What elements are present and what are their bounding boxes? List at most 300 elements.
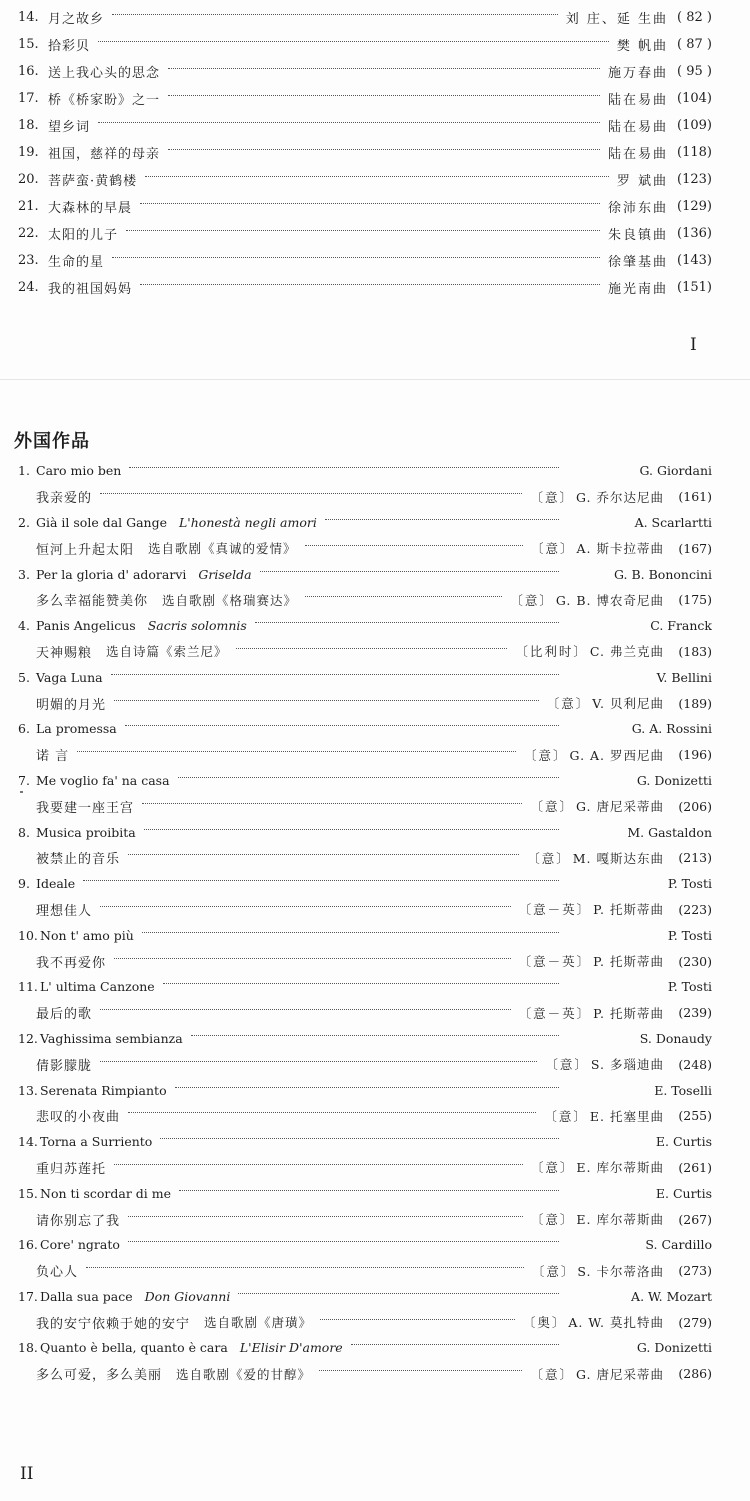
entry-chinese-source: 选自歌剧《真诚的爱情》 bbox=[148, 541, 297, 557]
entry-title: 祖国，慈祥的母亲 bbox=[48, 147, 161, 162]
entry-page: (273) bbox=[678, 1263, 712, 1279]
entry-composer: 徐肇基曲 bbox=[607, 255, 668, 270]
dot-leader bbox=[129, 467, 559, 468]
entry-chinese-line bbox=[18, 845, 712, 871]
entry-chinese-title: 最后的歌 bbox=[36, 1007, 93, 1023]
entry-nationality: 〔意－英〕 bbox=[518, 902, 592, 918]
toc-entry bbox=[18, 613, 712, 665]
entry-chinese-title: 多么幸福能赞美你 bbox=[36, 594, 149, 610]
entry-nationality: 〔意〕 bbox=[524, 747, 568, 763]
entry-chinese-line bbox=[18, 948, 712, 974]
entry-title: 菩萨蛮·黄鹤楼 bbox=[48, 174, 138, 189]
entry-page: (239) bbox=[678, 1005, 712, 1021]
entry-composer: G. Donizetti bbox=[636, 1340, 712, 1356]
entry-composer: G. B. Bononcini bbox=[613, 566, 712, 582]
entry-nationality: 〔意〕 bbox=[527, 850, 571, 866]
entry-chinese-title: 被禁止的音乐 bbox=[36, 852, 121, 868]
entry-number: 19. bbox=[18, 145, 39, 160]
entry-chinese-composer: G. 唐尼采蒂曲 bbox=[576, 799, 664, 815]
entry-chinese-composer: E. 库尔蒂斯曲 bbox=[576, 1212, 664, 1227]
toc-entry bbox=[18, 716, 712, 768]
dot-leader bbox=[128, 1112, 536, 1113]
entry-chinese-line bbox=[18, 1000, 712, 1026]
entry-chinese-composer: E. 库尔蒂斯曲 bbox=[576, 1160, 664, 1176]
entry-nationality: 〔意〕 bbox=[544, 1108, 588, 1124]
toc-entry bbox=[18, 664, 712, 716]
entry-chinese-line bbox=[18, 535, 712, 561]
dot-leader bbox=[98, 41, 609, 42]
entry-page: (286) bbox=[678, 1366, 712, 1382]
entry-chinese-source: 选自歌剧《爱的甘醇》 bbox=[176, 1366, 312, 1382]
entry-chinese-line bbox=[18, 587, 712, 613]
entry-original-line bbox=[18, 1180, 712, 1206]
dot-leader bbox=[325, 519, 559, 520]
entry-page: (136) bbox=[677, 226, 712, 241]
entry-chinese-title: 诺 言 bbox=[36, 749, 70, 765]
toc-entry bbox=[18, 1077, 712, 1129]
entry-chinese-title: 多么可爱，多么美丽 bbox=[36, 1368, 163, 1384]
dot-leader bbox=[320, 1319, 515, 1320]
page-number: I bbox=[690, 335, 697, 355]
entry-chinese-line bbox=[18, 742, 712, 768]
entry-composer: E. Curtis bbox=[655, 1185, 712, 1201]
dot-leader bbox=[163, 983, 559, 984]
dot-leader bbox=[128, 854, 519, 855]
toc-page-1 bbox=[0, 0, 750, 380]
entry-number: 7. bbox=[18, 772, 30, 788]
entry-number: 9. bbox=[18, 876, 30, 892]
entry-chinese-composer: G. B. 博农奇尼曲 bbox=[555, 592, 664, 608]
entry-title: 望乡词 bbox=[48, 120, 91, 135]
toc-entry bbox=[18, 458, 712, 510]
entry-chinese-title: 理想佳人 bbox=[36, 903, 93, 919]
page-number: II bbox=[20, 1464, 34, 1484]
entry-source-work: L'honestà negli amori bbox=[179, 514, 317, 530]
entry-composer: 刘 庄、延 生曲 bbox=[565, 12, 668, 27]
dot-leader bbox=[144, 829, 559, 830]
dot-leader bbox=[100, 1009, 511, 1010]
entry-original-line bbox=[18, 458, 712, 484]
toc-entry bbox=[18, 139, 712, 166]
entry-original-title: Caro mio ben bbox=[36, 463, 122, 479]
entry-chinese-line bbox=[18, 1309, 712, 1335]
entry-original-line bbox=[18, 871, 712, 897]
entry-original-title: Panis Angelicus bbox=[36, 618, 136, 634]
entry-original-title: Quanto è bella, quanto è cara bbox=[40, 1340, 228, 1356]
dot-leader bbox=[178, 777, 559, 778]
entry-title: 拾彩贝 bbox=[48, 39, 91, 54]
entry-chinese-title: 请你别忘了我 bbox=[36, 1213, 121, 1229]
entry-number: 15. bbox=[18, 1185, 38, 1201]
toc-entry bbox=[18, 1026, 712, 1078]
entry-original-line bbox=[18, 1129, 712, 1155]
toc-entry bbox=[18, 1232, 712, 1284]
entry-page: ( 87 ) bbox=[677, 37, 712, 52]
toc-entry bbox=[18, 247, 712, 274]
entry-chinese-composer: P. 托斯蒂曲 bbox=[593, 1005, 664, 1021]
entry-chinese-composer: A. W. 莫扎特曲 bbox=[568, 1315, 664, 1331]
dot-leader bbox=[77, 751, 516, 752]
entry-number: 14. bbox=[18, 10, 39, 25]
toc-entry bbox=[18, 510, 712, 562]
entry-chinese-source: 选自歌剧《格瑞赛达》 bbox=[162, 592, 298, 608]
dot-leader bbox=[168, 68, 600, 69]
dot-leader bbox=[260, 571, 559, 572]
entry-title: 我的祖国妈妈 bbox=[48, 282, 133, 297]
entry-source-work: Don Giovanni bbox=[144, 1288, 231, 1304]
entry-composer: P. Tosti bbox=[667, 927, 712, 943]
entry-composer: P. Tosti bbox=[667, 876, 712, 892]
toc-entry bbox=[18, 1335, 712, 1387]
entry-chinese-title: 我不再爱你 bbox=[36, 955, 107, 971]
toc-entry bbox=[18, 4, 712, 31]
entry-composer: 施万春曲 bbox=[607, 66, 668, 81]
entry-chinese-composer: S. 多瑙迪曲 bbox=[590, 1057, 664, 1073]
entry-number: 16. bbox=[18, 1237, 38, 1253]
dot-leader bbox=[319, 1370, 522, 1371]
entry-chinese-line bbox=[18, 1206, 712, 1232]
entry-original-line bbox=[18, 1335, 712, 1361]
dot-leader bbox=[351, 1344, 559, 1345]
entry-composer: G. Donizetti bbox=[636, 772, 712, 788]
print-speck bbox=[20, 791, 23, 793]
entry-chinese-composer: G. 乔尔达尼曲 bbox=[576, 489, 664, 505]
entry-original-line bbox=[18, 1284, 712, 1310]
entry-chinese-composer: G. A. 罗西尼曲 bbox=[569, 747, 664, 763]
entry-page: (196) bbox=[678, 747, 712, 763]
entry-page: (261) bbox=[678, 1159, 712, 1175]
entry-chinese-composer: A. 斯卡拉蒂曲 bbox=[576, 541, 664, 557]
dot-leader bbox=[255, 622, 559, 623]
dot-leader bbox=[114, 700, 539, 701]
entry-original-line bbox=[18, 819, 712, 845]
toc-entry bbox=[18, 112, 712, 139]
dot-leader bbox=[191, 1035, 559, 1036]
entry-source-work: Sacris solomnis bbox=[147, 618, 247, 634]
entry-original-title: L' ultima Canzone bbox=[40, 979, 155, 995]
entry-chinese-title: 负心人 bbox=[36, 1265, 79, 1281]
entry-chinese-composer: S. 卡尔蒂洛曲 bbox=[577, 1263, 664, 1279]
toc-entry bbox=[18, 166, 712, 193]
entry-original-line bbox=[18, 974, 712, 1000]
entry-number: 16. bbox=[18, 64, 39, 79]
entry-page: (213) bbox=[678, 850, 712, 866]
entry-number: 22. bbox=[18, 226, 39, 241]
entry-number: 24. bbox=[18, 280, 39, 295]
entry-title: 生命的星 bbox=[48, 255, 105, 270]
entry-original-title: Torna a Surriento bbox=[40, 1134, 153, 1150]
entry-title: 桥《桥家盼》之一 bbox=[48, 93, 161, 108]
entry-chinese-title: 明媚的月光 bbox=[36, 697, 107, 713]
entry-original-line bbox=[18, 1232, 712, 1258]
toc-entry bbox=[18, 31, 712, 58]
dot-leader bbox=[111, 674, 559, 675]
entry-number: 21. bbox=[18, 199, 39, 214]
entry-composer: P. Tosti bbox=[667, 979, 712, 995]
toc-entry bbox=[18, 85, 712, 112]
toc-entry bbox=[18, 561, 712, 613]
entry-number: 14. bbox=[18, 1134, 38, 1150]
dot-leader bbox=[100, 906, 511, 907]
dot-leader bbox=[114, 1164, 523, 1165]
entry-number: 15. bbox=[18, 37, 39, 52]
dot-leader bbox=[98, 122, 600, 123]
dot-leader bbox=[142, 932, 559, 933]
entry-number: 17. bbox=[18, 91, 39, 106]
toc-entry bbox=[18, 871, 712, 923]
entry-chinese-title: 重归苏莲托 bbox=[36, 1161, 107, 1177]
entry-composer: E. Toselli bbox=[654, 1082, 712, 1098]
entry-original-line bbox=[18, 664, 712, 690]
entry-composer: A. Scarlartti bbox=[634, 514, 712, 530]
entry-original-line bbox=[18, 1026, 712, 1052]
toc-entry bbox=[18, 974, 712, 1026]
dot-leader bbox=[160, 1138, 559, 1139]
entry-number: 23. bbox=[18, 253, 39, 268]
entry-title: 大森林的早晨 bbox=[48, 201, 133, 216]
entry-nationality: 〔奥〕 bbox=[522, 1315, 567, 1331]
entry-page: (118) bbox=[677, 145, 712, 160]
entry-original-title: Serenata Rimpianto bbox=[40, 1082, 167, 1098]
entry-composer: C. Franck bbox=[650, 618, 712, 634]
dot-leader bbox=[175, 1087, 559, 1088]
dot-leader bbox=[83, 880, 559, 881]
toc-list-foreign bbox=[18, 458, 712, 1387]
dot-leader bbox=[128, 1216, 523, 1217]
entry-chinese-composer: P. 托斯蒂曲 bbox=[593, 954, 664, 970]
toc-entry bbox=[18, 922, 712, 974]
entry-original-title: Dalla sua pace bbox=[40, 1288, 133, 1304]
entry-number: 18. bbox=[18, 118, 39, 133]
entry-original-title: Core' ngrato bbox=[40, 1237, 120, 1253]
dot-leader bbox=[86, 1267, 524, 1268]
dot-leader bbox=[238, 1293, 559, 1294]
entry-page: (230) bbox=[678, 953, 712, 969]
entry-number: 2. bbox=[18, 514, 30, 530]
dot-leader bbox=[305, 545, 523, 546]
entry-page: ( 95 ) bbox=[677, 64, 712, 79]
entry-chinese-line bbox=[18, 1103, 712, 1129]
dot-leader bbox=[140, 203, 600, 204]
entry-source-work: L'Elisir D'amore bbox=[239, 1340, 343, 1356]
entry-original-title: Per la gloria d' adorarvi bbox=[36, 566, 187, 582]
entry-composer: A. W. Mozart bbox=[631, 1288, 712, 1304]
entry-composer: M. Gastaldon bbox=[627, 824, 712, 840]
entry-nationality: 〔意〕 bbox=[531, 541, 575, 557]
toc-list-chinese bbox=[18, 4, 712, 301]
entry-page: (151) bbox=[677, 280, 712, 295]
entry-composer: G. Giordani bbox=[639, 463, 712, 479]
toc-entry bbox=[18, 1284, 712, 1336]
entry-number: 17. bbox=[18, 1288, 38, 1304]
entry-page: (161) bbox=[678, 489, 712, 505]
entry-page: (255) bbox=[678, 1108, 712, 1124]
entry-chinese-title: 天神赐粮 bbox=[36, 645, 93, 661]
dot-leader bbox=[114, 958, 511, 959]
entry-chinese-line bbox=[18, 1155, 712, 1181]
entry-number: 11. bbox=[18, 979, 38, 995]
entry-chinese-line bbox=[18, 1258, 712, 1284]
entry-original-line bbox=[18, 768, 712, 794]
entry-number: 18. bbox=[18, 1340, 38, 1356]
entry-original-line bbox=[18, 561, 712, 587]
entry-chinese-composer: M. 嘎斯达东曲 bbox=[572, 850, 664, 866]
entry-title: 太阳的儿子 bbox=[48, 228, 119, 243]
entry-chinese-line bbox=[18, 639, 712, 665]
entry-page: (175) bbox=[678, 592, 712, 608]
entry-nationality: 〔意〕 bbox=[530, 1366, 574, 1382]
entry-original-title: Ideale bbox=[36, 876, 76, 892]
entry-original-title: Me voglio fa' na casa bbox=[36, 772, 170, 788]
entry-number: 6. bbox=[18, 721, 30, 737]
entry-number: 1. bbox=[18, 463, 30, 479]
toc-entry bbox=[18, 220, 712, 247]
dot-leader bbox=[112, 257, 600, 258]
entry-original-title: Già il sole dal Gange bbox=[36, 514, 167, 530]
entry-number: 13. bbox=[18, 1082, 38, 1098]
entry-original-title: Non t' amo più bbox=[40, 927, 134, 943]
entry-chinese-composer: P. 托斯蒂曲 bbox=[593, 902, 664, 918]
entry-page: (189) bbox=[678, 695, 712, 711]
entry-chinese-composer: V. 贝利尼曲 bbox=[592, 696, 664, 712]
entry-composer: S. Donaudy bbox=[639, 1030, 712, 1046]
entry-nationality: 〔意〕 bbox=[530, 1160, 575, 1176]
entry-original-line bbox=[18, 510, 712, 536]
toc-entry bbox=[18, 768, 712, 820]
entry-page: (104) bbox=[677, 91, 712, 106]
entry-nationality: 〔意－英〕 bbox=[518, 1005, 592, 1021]
entry-page: ( 82 ) bbox=[677, 10, 712, 25]
entry-original-line bbox=[18, 922, 712, 948]
entry-page: (248) bbox=[678, 1056, 712, 1072]
entry-number: 4. bbox=[18, 618, 30, 634]
entry-original-title: La promessa bbox=[36, 721, 117, 737]
dot-leader bbox=[100, 1061, 537, 1062]
toc-page-2 bbox=[0, 380, 750, 1501]
entry-composer: V. Bellini bbox=[656, 669, 712, 685]
entry-chinese-source: 选自歌剧《唐璜》 bbox=[204, 1315, 313, 1331]
entry-page: (223) bbox=[678, 901, 712, 917]
entry-number: 20. bbox=[18, 172, 39, 187]
entry-nationality: 〔意〕 bbox=[530, 489, 574, 505]
toc-entry bbox=[18, 819, 712, 871]
toc-entry bbox=[18, 193, 712, 220]
entry-original-title: Vaghissima sembianza bbox=[40, 1030, 183, 1046]
entry-chinese-composer: G. 唐尼采蒂曲 bbox=[576, 1366, 664, 1382]
toc-entry bbox=[18, 274, 712, 301]
entry-nationality: 〔比利时〕 bbox=[515, 644, 588, 660]
entry-chinese-line bbox=[18, 484, 712, 510]
entry-composer: 陆在易曲 bbox=[607, 147, 668, 162]
entry-title: 月之故乡 bbox=[48, 12, 105, 27]
dot-leader bbox=[168, 95, 600, 96]
entry-page: (143) bbox=[677, 253, 712, 268]
entry-source-work: Griselda bbox=[198, 566, 252, 582]
dot-leader bbox=[140, 284, 600, 285]
dot-leader bbox=[168, 149, 600, 150]
entry-chinese-title: 我要建一座王宫 bbox=[36, 800, 135, 816]
entry-chinese-composer: C. 弗兰克曲 bbox=[589, 644, 664, 660]
entry-number: 8. bbox=[18, 824, 30, 840]
entry-composer: 施光南曲 bbox=[607, 282, 668, 297]
entry-page: (167) bbox=[678, 540, 712, 556]
entry-number: 5. bbox=[18, 669, 30, 685]
dot-leader bbox=[100, 493, 522, 494]
dot-leader bbox=[145, 176, 609, 177]
entry-chinese-composer: E. 托塞里曲 bbox=[589, 1108, 664, 1124]
section-title: 外国作品 bbox=[14, 431, 90, 452]
entry-original-title: Non ti scordar di me bbox=[40, 1185, 172, 1201]
entry-original-line bbox=[18, 1077, 712, 1103]
entry-nationality: 〔意〕 bbox=[531, 1263, 576, 1279]
entry-composer: 朱良镇曲 bbox=[607, 228, 668, 243]
entry-composer: S. Cardillo bbox=[645, 1237, 712, 1253]
entry-number: 12. bbox=[18, 1030, 38, 1046]
toc-entry bbox=[18, 1129, 712, 1181]
dot-leader bbox=[305, 596, 502, 597]
entry-page: (123) bbox=[677, 172, 712, 187]
entry-page: (267) bbox=[678, 1211, 712, 1227]
toc-entry bbox=[18, 1180, 712, 1232]
entry-nationality: 〔意－英〕 bbox=[518, 954, 592, 970]
entry-number: 10. bbox=[18, 927, 38, 943]
dot-leader bbox=[126, 230, 600, 231]
entry-chinese-title: 我亲爱的 bbox=[36, 491, 93, 507]
entry-chinese-line bbox=[18, 690, 712, 716]
entry-composer: E. Curtis bbox=[655, 1134, 712, 1150]
toc-entry bbox=[18, 58, 712, 85]
dot-leader bbox=[125, 725, 559, 726]
entry-page: (279) bbox=[678, 1314, 712, 1330]
entry-original-title: Musica proibita bbox=[36, 824, 136, 840]
entry-composer: 罗 斌曲 bbox=[616, 174, 668, 189]
entry-number: 3. bbox=[18, 566, 30, 582]
entry-chinese-line bbox=[18, 793, 712, 819]
entry-nationality: 〔意〕 bbox=[530, 799, 574, 815]
dot-leader bbox=[142, 803, 522, 804]
dot-leader bbox=[236, 648, 508, 649]
entry-page: (183) bbox=[678, 643, 712, 659]
entry-composer: 徐沛东曲 bbox=[607, 201, 668, 216]
dot-leader bbox=[179, 1190, 559, 1191]
entry-chinese-line bbox=[18, 1051, 712, 1077]
entry-page: (129) bbox=[677, 199, 712, 214]
entry-composer: 陆在易曲 bbox=[607, 93, 668, 108]
entry-nationality: 〔意〕 bbox=[510, 592, 554, 608]
entry-composer: G. A. Rossini bbox=[631, 721, 712, 737]
entry-chinese-title: 倩影朦胧 bbox=[36, 1058, 93, 1074]
entry-original-line bbox=[18, 613, 712, 639]
entry-chinese-title: 我的安宁依赖于她的安宁 bbox=[36, 1316, 191, 1332]
entry-composer: 樊 帆曲 bbox=[616, 39, 668, 54]
entry-nationality: 〔意〕 bbox=[530, 1212, 575, 1227]
entry-composer: 陆在易曲 bbox=[607, 120, 668, 135]
entry-page: (109) bbox=[677, 118, 712, 133]
entry-nationality: 〔意〕 bbox=[545, 1057, 589, 1073]
entry-chinese-source: 选自诗篇《索兰尼》 bbox=[106, 644, 228, 660]
entry-page: (206) bbox=[678, 798, 712, 814]
entry-original-title: Vaga Luna bbox=[36, 669, 103, 685]
dot-leader bbox=[112, 14, 558, 15]
entry-nationality: 〔意〕 bbox=[546, 696, 591, 712]
entry-title: 送上我心头的思念 bbox=[48, 66, 161, 81]
entry-original-line bbox=[18, 716, 712, 742]
dot-leader bbox=[128, 1241, 559, 1242]
entry-chinese-title: 恒河上升起太阳 bbox=[36, 542, 135, 558]
entry-chinese-line bbox=[18, 897, 712, 923]
entry-chinese-line bbox=[18, 1361, 712, 1387]
entry-chinese-title: 悲叹的小夜曲 bbox=[36, 1110, 121, 1126]
